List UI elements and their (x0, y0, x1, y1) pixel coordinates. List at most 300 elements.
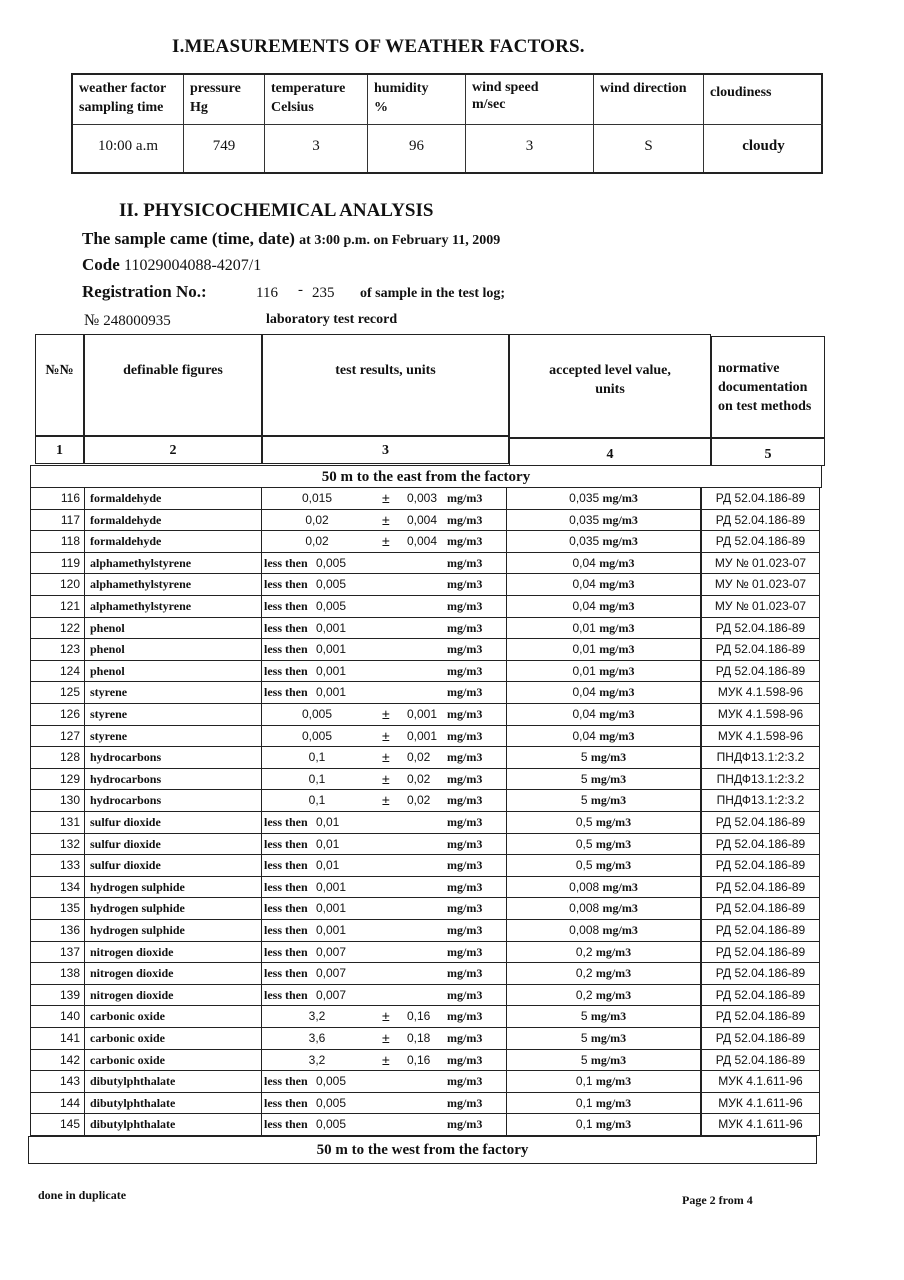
sample-came-line (82, 229, 500, 249)
result-value: 0,1 (308, 771, 326, 786)
less-then-label: less then (264, 577, 308, 592)
accepted-level (507, 1050, 701, 1072)
table-row (30, 1050, 820, 1072)
normative-doc: МУ № 01.023-07 (701, 553, 820, 575)
weather-value-time: 10:00 a.m (73, 125, 184, 172)
header-num-5: 5 (711, 438, 825, 466)
footer-duplicate-note: done in duplicate (38, 1188, 127, 1202)
normative-doc: РД 52.04.186-89 (701, 510, 820, 532)
less-then-label: less then (264, 599, 308, 613)
accepted-level (507, 553, 701, 575)
row-number: 132 (30, 834, 85, 856)
accepted-unit: mg/m3 (595, 1117, 632, 1132)
header-num-4: 4 (509, 438, 711, 466)
weather-value-wind-speed: 3 (466, 125, 594, 172)
result-unit: mg/m3 (447, 944, 483, 959)
row-number: 135 (30, 898, 85, 920)
table-row (30, 769, 820, 791)
accepted-level (507, 985, 701, 1007)
less-then-label: less then (264, 923, 308, 937)
accepted-level (507, 682, 701, 704)
table-row (30, 790, 820, 812)
plus-minus-icon: ± (382, 511, 390, 528)
accepted-unit: mg/m3 (590, 771, 627, 786)
result-unit: mg/m3 (447, 1117, 483, 1132)
accepted-level (507, 726, 701, 748)
result-unit: mg/m3 (447, 577, 483, 592)
accepted-unit: mg/m3 (595, 836, 632, 851)
header-col-results: test results, units (262, 334, 509, 436)
table-row (30, 704, 820, 726)
row-number: 131 (30, 812, 85, 834)
test-result (262, 618, 507, 640)
result-unit: mg/m3 (447, 555, 483, 570)
table-row (30, 963, 820, 985)
row-number: 124 (30, 661, 85, 683)
test-result (262, 855, 507, 877)
result-value: 0,005 (316, 577, 347, 592)
accepted-unit: mg/m3 (599, 642, 635, 657)
result-value: 0,005 (316, 555, 347, 570)
normative-doc: МУК 4.1.611-96 (701, 1114, 820, 1136)
figure-name: nitrogen dioxide (85, 942, 262, 964)
test-result (262, 639, 507, 661)
accepted-unit: mg/m3 (595, 987, 632, 1002)
registration-label: Registration No.: (82, 282, 207, 301)
less-then-label: less then (264, 836, 308, 851)
figure-name: nitrogen dioxide (85, 963, 262, 985)
normative-doc: ПНДФ13.1:2:3.2 (701, 769, 820, 791)
accepted-level (507, 942, 701, 964)
header-num-1: 1 (35, 436, 84, 464)
table-row (30, 553, 820, 575)
table-row (30, 1071, 820, 1093)
accepted-value: 0,035 (569, 512, 600, 527)
accepted-level (507, 596, 701, 618)
accepted-unit: mg/m3 (590, 793, 627, 808)
header-col-accepted: accepted level value, units (509, 334, 711, 438)
row-number: 139 (30, 985, 85, 1007)
less-then-label: less then (264, 620, 308, 635)
accepted-value: 0,2 (575, 944, 593, 959)
less-then-label: less then (264, 815, 308, 829)
accepted-unit: mg/m3 (595, 1074, 632, 1089)
result-unit: mg/m3 (447, 1074, 483, 1089)
accepted-unit: mg/m3 (599, 685, 635, 700)
normative-doc: МУ № 01.023-07 (701, 574, 820, 596)
registration-suffix: of sample in the test log; (360, 286, 506, 301)
result-value: 3,2 (308, 1009, 326, 1024)
accepted-value: 0,2 (575, 966, 593, 981)
accepted-unit: mg/m3 (599, 707, 635, 721)
accepted-value: 5 (580, 1009, 588, 1024)
accepted-unit: mg/m3 (602, 491, 638, 505)
accepted-level (507, 1093, 701, 1115)
result-error: 0,02 (407, 771, 431, 786)
result-value: 0,001 (316, 901, 347, 916)
accepted-level (507, 1071, 701, 1093)
test-result (262, 596, 507, 618)
accepted-unit: mg/m3 (599, 555, 635, 570)
result-value: 0,02 (305, 534, 329, 549)
accepted-unit: mg/m3 (590, 750, 627, 765)
row-number: 130 (30, 790, 85, 812)
row-number: 120 (30, 574, 85, 596)
weather-header-line: m/sec (472, 97, 506, 112)
test-result (262, 1071, 507, 1093)
figure-name: styrene (85, 682, 262, 704)
figure-name: formaldehyde (85, 488, 262, 510)
row-number: 123 (30, 639, 85, 661)
less-then-label: less then (264, 987, 308, 1002)
result-unit: mg/m3 (447, 620, 483, 635)
test-result (262, 574, 507, 596)
normative-doc: РД 52.04.186-89 (701, 661, 820, 683)
header-col-number: №№ (35, 334, 84, 436)
normative-doc: РД 52.04.186-89 (701, 531, 820, 553)
table-row (30, 812, 820, 834)
plus-minus-icon: ± (382, 1030, 390, 1046)
result-unit: mg/m3 (447, 923, 483, 937)
row-number: 138 (30, 963, 85, 985)
result-unit: mg/m3 (447, 836, 483, 851)
normative-doc: ПНДФ13.1:2:3.2 (701, 747, 820, 769)
accepted-value: 0,5 (575, 858, 593, 873)
less-then-label: less then (264, 1095, 308, 1110)
result-unit: mg/m3 (447, 1009, 483, 1024)
table-row (30, 747, 820, 769)
figure-name: nitrogen dioxide (85, 985, 262, 1007)
normative-doc: МУК 4.1.611-96 (701, 1093, 820, 1115)
figure-name: phenol (85, 661, 262, 683)
weather-header-cloudiness (704, 75, 823, 125)
weather-table (71, 73, 823, 174)
registration-to: 235 (312, 285, 335, 301)
result-unit: mg/m3 (447, 707, 483, 721)
result-error: 0,001 (407, 707, 438, 721)
analysis-section-title: II. PHYSICOCHEMICAL ANALYSIS (119, 200, 434, 221)
less-then-label: less then (264, 1074, 308, 1089)
test-result (262, 985, 507, 1007)
accepted-value: 0,04 (572, 599, 596, 613)
normative-doc: РД 52.04.186-89 (701, 639, 820, 661)
accepted-level (507, 574, 701, 596)
accepted-unit: mg/m3 (590, 1031, 627, 1045)
table-row (30, 1028, 820, 1050)
accepted-unit: mg/m3 (599, 577, 635, 592)
result-unit: mg/m3 (447, 987, 483, 1002)
row-number: 127 (30, 726, 85, 748)
normative-doc: РД 52.04.186-89 (701, 1050, 820, 1072)
result-value: 0,001 (316, 642, 347, 657)
accepted-unit: mg/m3 (599, 620, 635, 635)
accepted-unit: mg/m3 (602, 534, 638, 549)
table-row (30, 639, 820, 661)
result-error: 0,02 (407, 793, 431, 808)
row-number: 118 (30, 531, 85, 553)
figure-name: phenol (85, 639, 262, 661)
accepted-level (507, 769, 701, 791)
weather-header-line: Hg (190, 100, 208, 115)
test-result (262, 834, 507, 856)
accepted-unit: mg/m3 (595, 966, 632, 981)
accepted-value: 0,2 (575, 987, 593, 1002)
test-result (262, 682, 507, 704)
normative-doc: МУК 4.1.598-96 (701, 682, 820, 704)
result-unit: mg/m3 (447, 750, 483, 765)
figure-name: hydrogen sulphide (85, 898, 262, 920)
row-number: 136 (30, 920, 85, 942)
normative-doc: РД 52.04.186-89 (701, 1006, 820, 1028)
record-label: laboratory test record (266, 312, 398, 327)
test-result (262, 553, 507, 575)
less-then-label: less then (264, 901, 308, 916)
accepted-value: 0,008 (569, 923, 600, 937)
accepted-unit: mg/m3 (602, 512, 638, 527)
analysis-header-table (35, 334, 826, 464)
normative-doc: ПНДФ13.1:2:3.2 (701, 790, 820, 812)
accepted-value: 0,5 (575, 815, 593, 829)
sample-came-value: at 3:00 p.m. on February 11, 2009 (299, 233, 501, 248)
figure-name: sulfur dioxide (85, 855, 262, 877)
accepted-unit: mg/m3 (599, 599, 635, 613)
accepted-unit: mg/m3 (590, 1009, 627, 1024)
weather-header-pressure (184, 75, 265, 125)
result-error: 0,004 (407, 534, 438, 549)
weather-header-line: pressure (190, 81, 241, 96)
accepted-level (507, 920, 701, 942)
normative-doc: РД 52.04.186-89 (701, 942, 820, 964)
figure-name: hydrogen sulphide (85, 920, 262, 942)
test-result (262, 877, 507, 899)
table-row (30, 1114, 820, 1136)
accepted-value: 0,04 (572, 555, 596, 570)
figure-name: formaldehyde (85, 510, 262, 532)
weather-header-temperature (265, 75, 368, 125)
accepted-unit: mg/m3 (602, 901, 638, 916)
result-value: 0,001 (316, 620, 347, 635)
code-label: Code (82, 255, 120, 274)
test-result (262, 510, 507, 532)
plus-minus-icon: ± (382, 727, 390, 744)
figure-name: styrene (85, 726, 262, 748)
table-row (30, 898, 820, 920)
result-error: 0,16 (407, 1009, 431, 1024)
weather-header-wind-direction (594, 75, 704, 125)
result-error: 0,003 (407, 491, 438, 505)
accepted-value: 0,01 (572, 620, 596, 635)
test-result (262, 1114, 507, 1136)
normative-doc: РД 52.04.186-89 (701, 985, 820, 1007)
result-value: 0,01 (316, 858, 340, 873)
weather-value-pressure: 749 (184, 125, 265, 172)
accepted-value: 0,04 (572, 728, 596, 743)
result-unit: mg/m3 (447, 966, 483, 981)
result-value: 0,005 (316, 1117, 347, 1132)
figure-name: sulfur dioxide (85, 834, 262, 856)
record-number-value: 248000935 (103, 313, 171, 329)
normative-doc: РД 52.04.186-89 (701, 855, 820, 877)
header-num-3: 3 (262, 436, 509, 464)
normative-doc: РД 52.04.186-89 (701, 618, 820, 640)
weather-value-wind-direction: S (594, 125, 704, 172)
accepted-level (507, 963, 701, 985)
less-then-label: less then (264, 663, 308, 678)
code-value: 11029004088-4207/1 (124, 257, 262, 274)
figure-name: formaldehyde (85, 531, 262, 553)
accepted-level (507, 618, 701, 640)
registration-dash: - (298, 282, 303, 298)
normative-doc: МУК 4.1.598-96 (701, 704, 820, 726)
weather-header-line: humidity (374, 81, 429, 96)
weather-header-humidity (368, 75, 466, 125)
row-number: 117 (30, 510, 85, 532)
test-result (262, 963, 507, 985)
accepted-level (507, 812, 701, 834)
normative-doc: РД 52.04.186-89 (701, 834, 820, 856)
figure-name: alphamethylstyrene (85, 574, 262, 596)
figure-name: carbonic oxide (85, 1006, 262, 1028)
test-result (262, 1006, 507, 1028)
result-value: 0,1 (308, 750, 326, 765)
figure-name: hydrocarbons (85, 790, 262, 812)
accepted-value: 0,1 (575, 1117, 593, 1132)
table-row (30, 682, 820, 704)
row-number: 128 (30, 747, 85, 769)
result-value: 0,007 (316, 966, 347, 981)
accepted-level (507, 510, 701, 532)
figure-name: dibutylphthalate (85, 1114, 262, 1136)
normative-doc: РД 52.04.186-89 (701, 963, 820, 985)
less-then-label: less then (264, 642, 308, 657)
test-result (262, 920, 507, 942)
result-unit: mg/m3 (447, 1052, 483, 1067)
result-error: 0,18 (407, 1031, 431, 1045)
figure-name: alphamethylstyrene (85, 596, 262, 618)
result-value: 0,015 (301, 491, 333, 505)
table-row (30, 877, 820, 899)
weather-value-humidity: 96 (368, 125, 466, 172)
test-result (262, 1093, 507, 1115)
row-number: 141 (30, 1028, 85, 1050)
accepted-level (507, 834, 701, 856)
less-then-label: less then (264, 966, 308, 981)
accepted-value: 5 (580, 1031, 588, 1045)
result-unit: mg/m3 (447, 771, 483, 786)
accepted-value: 0,1 (575, 1074, 593, 1089)
table-row (30, 1093, 820, 1115)
row-number: 116 (30, 488, 85, 510)
result-unit: mg/m3 (447, 793, 483, 808)
table-row (30, 920, 820, 942)
result-unit: mg/m3 (447, 728, 483, 743)
result-unit: mg/m3 (447, 858, 483, 873)
plus-minus-icon: ± (382, 490, 390, 506)
result-unit: mg/m3 (447, 901, 483, 916)
header-col-figures: definable figures (84, 334, 262, 436)
row-number: 144 (30, 1093, 85, 1115)
test-result (262, 1028, 507, 1050)
weather-header-line: % (374, 100, 388, 115)
result-value: 0,01 (316, 836, 340, 851)
table-row (30, 661, 820, 683)
accepted-unit: mg/m3 (595, 858, 632, 873)
plus-minus-icon: ± (382, 706, 390, 722)
row-number: 125 (30, 682, 85, 704)
test-result (262, 769, 507, 791)
accepted-value: 0,01 (572, 663, 596, 678)
accepted-value: 0,035 (569, 491, 600, 505)
result-unit: mg/m3 (447, 1031, 483, 1045)
weather-header-line: temperature (271, 81, 346, 96)
normative-doc: МУК 4.1.611-96 (701, 1071, 820, 1093)
header-col-normative: normative documentation on test methods (711, 336, 825, 438)
result-error: 0,004 (407, 512, 438, 527)
weather-header-line: cloudiness (710, 85, 772, 100)
normative-doc: РД 52.04.186-89 (701, 898, 820, 920)
test-result (262, 531, 507, 553)
result-value: 0,01 (316, 815, 340, 829)
row-number: 119 (30, 553, 85, 575)
row-number: 142 (30, 1050, 85, 1072)
row-number: 140 (30, 1006, 85, 1028)
accepted-value: 0,04 (572, 707, 596, 721)
accepted-value: 0,5 (575, 836, 593, 851)
less-then-label: less then (264, 555, 308, 570)
normative-doc: МУК 4.1.598-96 (701, 726, 820, 748)
result-value: 3,6 (308, 1031, 326, 1045)
row-number: 134 (30, 877, 85, 899)
table-row (30, 618, 820, 640)
accepted-value: 5 (580, 771, 588, 786)
code-line (82, 255, 261, 275)
accepted-unit: mg/m3 (595, 1095, 632, 1110)
less-then-label: less then (264, 879, 308, 894)
less-then-label: less then (264, 858, 308, 873)
sample-came-label: The sample came (time, date) (82, 229, 295, 248)
accepted-level (507, 898, 701, 920)
result-unit: mg/m3 (447, 879, 483, 894)
less-then-label: less then (264, 685, 308, 700)
test-result (262, 812, 507, 834)
accepted-level (507, 661, 701, 683)
result-value: 3,2 (308, 1052, 326, 1067)
result-value: 0,02 (305, 512, 329, 527)
result-unit: mg/m3 (447, 663, 483, 678)
weather-header-wind-speed (466, 75, 594, 125)
result-unit: mg/m3 (447, 642, 483, 657)
accepted-value: 0,008 (569, 901, 600, 916)
table-row (30, 985, 820, 1007)
accepted-level (507, 877, 701, 899)
test-result (262, 790, 507, 812)
weather-header-sampling-time (73, 75, 184, 125)
accepted-unit: mg/m3 (590, 1052, 627, 1067)
result-error: 0,02 (407, 750, 431, 765)
registration-from: 116 (256, 285, 278, 301)
accepted-value: 5 (580, 1052, 588, 1067)
record-number-label: № (84, 312, 100, 329)
accepted-value: 0,035 (569, 534, 600, 549)
table-row (30, 1006, 820, 1028)
test-result (262, 726, 507, 748)
row-number: 137 (30, 942, 85, 964)
plus-minus-icon: ± (382, 1051, 390, 1068)
accepted-value: 5 (580, 793, 588, 808)
test-result (262, 898, 507, 920)
result-value: 0,005 (316, 1095, 347, 1110)
result-value: 0,001 (316, 879, 347, 894)
